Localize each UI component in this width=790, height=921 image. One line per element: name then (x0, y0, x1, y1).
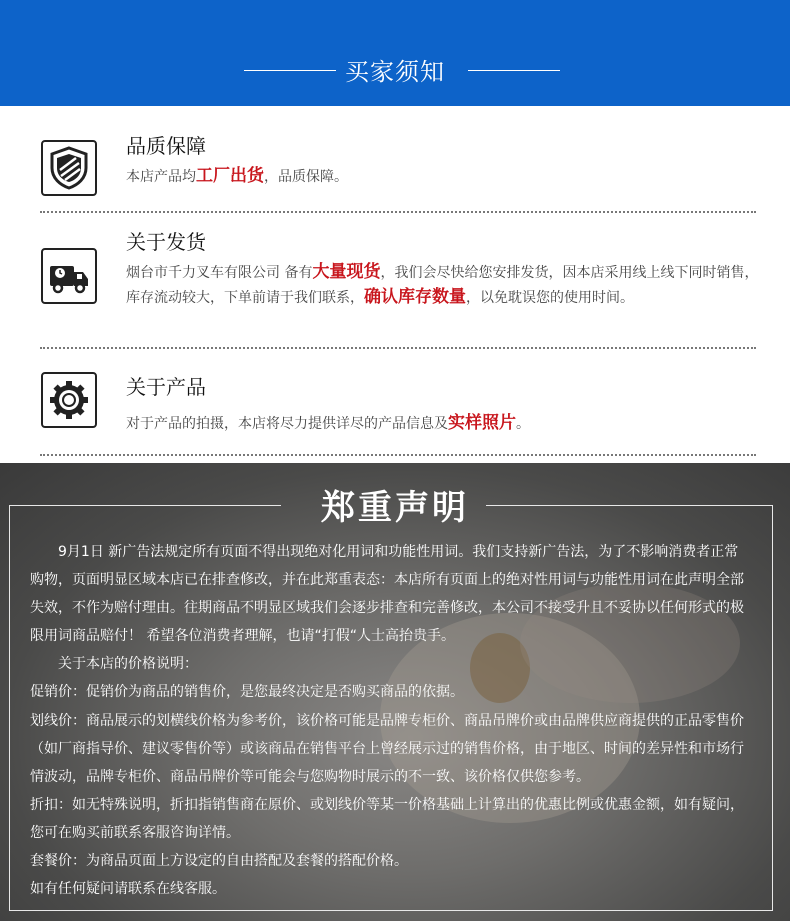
highlight-photos: 实样照片 (448, 413, 516, 433)
section-text-product: 对于产品的拍摄，本店将尽力提供详尽的产品信息及实样照片。 (126, 413, 530, 433)
declaration-paragraph: 折扣：如无特殊说明，折扣指销售商在原价、或划线价等某一价格基础上计算出的优惠比例或优惠金额，如有疑问，您可在购买前联系客服咨询详情。 (30, 796, 744, 841)
declaration-title: 郑重声明 (321, 488, 469, 528)
section-title-quality: 品质保障 (126, 134, 206, 158)
section-title-shipping: 关于发货 (126, 230, 206, 254)
divider (40, 211, 756, 213)
section-text-quality: 本店产品均工厂出货，品质保障。 (126, 166, 348, 186)
gear-icon (41, 372, 97, 428)
highlight-stock: 大量现货 (312, 262, 381, 282)
declaration-paragraph: 9月1日 新广告法规定所有页面不得出现绝对化用词和功能性用词。我们支持新广告法，为了不影响消费者正常购物，页面明显区域本店已在排查修改，并在此郑重表态：本店所有页面上的绝对性用词与功能性用词在此声明全部失效，不作为赔付理由。往期商品不明显区域我们会逐步排查和完善修改，本公司不接受升且不妥协以任何形式的极限用词商品赔付！ 希望各位消费者理解，也请“打假“人士高抬贵手。 (30, 544, 744, 645)
shield-icon (41, 140, 97, 196)
highlight-confirm: 确认库存数量 (364, 287, 466, 307)
frame-left (9, 505, 10, 910)
frame-bottom (9, 910, 773, 911)
declaration-paragraph: 关于本店的价格说明： (30, 656, 198, 673)
declaration-paragraph: 划线价：商品展示的划横线价格为参考价，该价格可能是品牌专柜价、商品吊牌价或由品牌供应商提供的正品零售价（如厂商指导价、建议零售价等）或该商品在销售平台上曾经展示过的销售价格，由于地区、时间的差异性和市场行情波动，品牌专柜价、商品吊牌价等可能会与您购物时展示的不一致、该价格仅供您参考。 (30, 712, 744, 785)
frame-right (772, 505, 773, 910)
declaration-paragraph: 促销价：促销价为商品的销售价，是您最终决定是否购买商品的依据。 (30, 684, 464, 701)
delivery-truck-icon (41, 248, 97, 304)
header-banner (0, 0, 790, 106)
highlight-factory: 工厂出货 (196, 166, 264, 186)
section-text-shipping: 烟台市千力叉车有限公司 备有大量现货，我们会尽快给您安排发货，因本店采用线上线下同时销售，库存流动较大，下单前请于我们联系，确认库存数量，以免耽误您的使用时间。 (126, 262, 759, 307)
declaration-body (30, 538, 752, 903)
divider (40, 454, 756, 456)
page-title: 买家须知 (345, 58, 445, 86)
section-title-product: 关于产品 (126, 375, 206, 399)
divider (40, 347, 756, 349)
declaration-paragraph: 套餐价：为商品页面上方设定的自由搭配及套餐的搭配价格。 (30, 853, 408, 870)
title-right-rule (468, 70, 560, 71)
declaration-paragraph: 如有任何疑问请联系在线客服。 (30, 881, 226, 898)
